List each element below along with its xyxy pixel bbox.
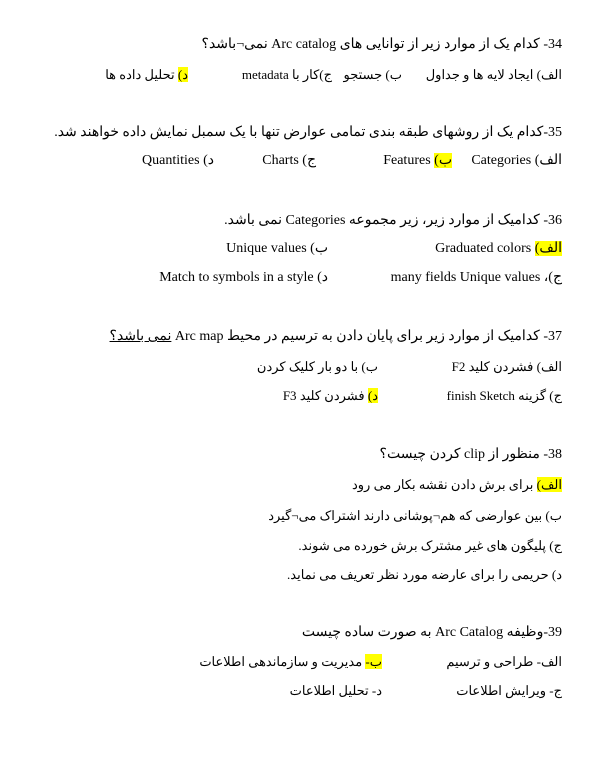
question-34: 34- کدام یک از موارد زیر از توانایی های Arc catalog نمی¬باشد؟: [201, 37, 562, 52]
q38-option-d: د) حریمی را برای عارضه مورد نظر تعریف می نماید.: [287, 567, 562, 582]
q35-option-d: د) Quantities: [142, 153, 214, 168]
q39-option-d: د- تحلیل اطلاعات: [289, 683, 382, 698]
q34-answer-highlight: د): [177, 67, 188, 82]
question-36: 36- کدامیک از موارد زیر، زیر مجموعه Categories نمی باشد.: [224, 213, 562, 228]
q39-option-c: ج- ویرایش اطلاعات: [456, 683, 562, 698]
q34-option-c: ج)کار با metadata: [241, 67, 332, 82]
q37-option-a: الف) فشردن کلید F2: [451, 359, 562, 374]
q36-option-c: [391, 269, 562, 287]
q37-answer-highlight: د): [367, 388, 378, 403]
q35-option-b: [383, 152, 452, 170]
q34-option-d-text: تحلیل داده ها: [105, 67, 175, 82]
q36-option-d: د) Match to symbols in a style: [159, 270, 328, 285]
q37-option-c: ج) گزینه finish Sketch: [446, 388, 562, 403]
q36-option-a: [435, 240, 562, 258]
q38-option-b: ب) بین عوارضی که هم¬پوشانی دارند اشتراک می¬گیرد: [268, 508, 562, 523]
q36-option-b: ب) Unique values: [226, 241, 328, 256]
q38-option-c: ج) پلیگون های غیر مشترک برش خورده می شوند.: [298, 538, 562, 553]
q38-option-a: [352, 476, 562, 494]
q34-option-d: [105, 66, 188, 84]
q36-option-a-text: Graduated colors: [435, 241, 532, 256]
q39-answer-highlight: ب-: [365, 654, 382, 669]
q36-answer-highlight: الف): [534, 241, 562, 256]
q37-option-b: ب) با دو بار کلیک کردن: [256, 359, 378, 374]
q34-option-a: الف) ایجاد لایه ها و جداول: [425, 67, 562, 82]
question-37-underlined: نمی باشد؟: [109, 329, 172, 344]
q35-option-a: الف) Categories: [471, 153, 562, 168]
q36-option-c-marker: ج)،: [543, 270, 562, 285]
q37-option-d: [283, 387, 378, 405]
q35-answer-highlight: ب): [434, 153, 452, 168]
question-37: [110, 328, 562, 346]
q38-option-a-text: برای برش دادن نقشه بکار می رود: [351, 477, 534, 492]
q35-option-c: ج) Charts: [262, 153, 316, 168]
q36-option-c-text: many fields Unique values: [390, 270, 541, 285]
q38-answer-highlight: الف): [536, 477, 562, 492]
q34-option-b: ب) جستجو: [343, 67, 402, 82]
q39-option-a: الف- طراحی و ترسیم: [446, 654, 562, 669]
q39-option-b-text: مدیریت و سازماندهی اطلاعات: [199, 654, 363, 669]
question-35: 35-کدام یک از روشهای طبقه بندی تمامی عوارض تنها با یک سمبل نمایش داده خواهند شد.: [54, 125, 562, 140]
question-39: 39-وظیفه Arc Catalog به صورت ساده چیست: [301, 625, 562, 640]
q39-option-b: [199, 653, 382, 671]
question-37-text: 37- کدامیک از موارد زیر برای پایان دادن به ترسیم در محیط Arc map: [174, 329, 562, 344]
q35-option-b-text: Features: [383, 153, 431, 168]
question-38: 38- منظور از clip کردن چیست؟: [379, 447, 562, 462]
q37-option-d-text: فشردن کلید F3: [282, 388, 365, 403]
